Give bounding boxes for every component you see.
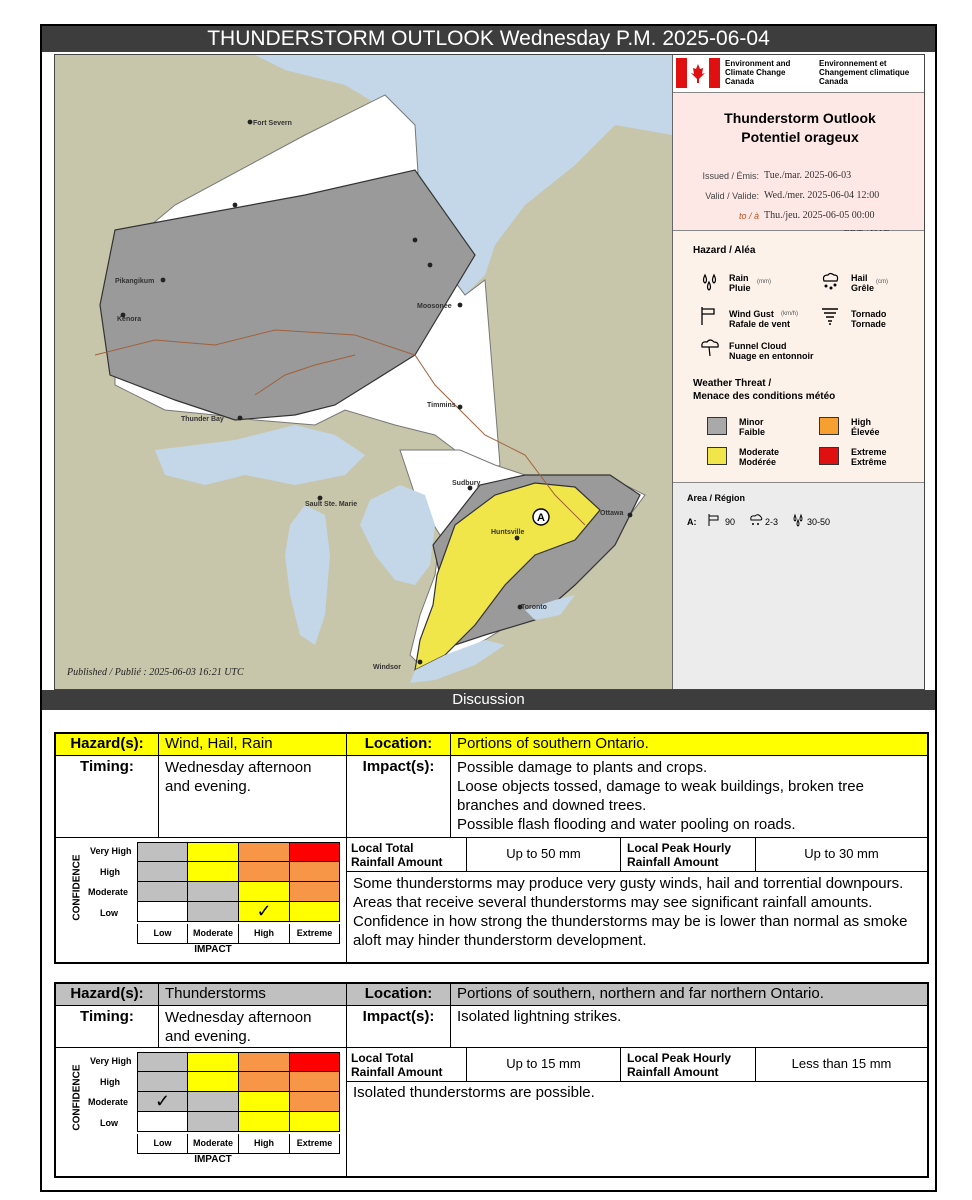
check-mark: ✓: [238, 901, 290, 922]
published-date: Published / Publié : 2025-06-03 16:21 UTC: [67, 667, 244, 678]
cell-l-high: [238, 1111, 290, 1132]
label-pikangikum: Pikangikum: [115, 278, 155, 285]
high-swatch: [819, 417, 839, 435]
cell-h-moderate: [187, 861, 239, 882]
discussion-text: Isolated thunderstorms are possible.: [353, 1084, 595, 1101]
area-rain-value: 30-50: [807, 517, 831, 527]
check-mark: ✓: [137, 1091, 188, 1112]
confidence-axis-label: CONFIDENCE: [71, 1064, 83, 1131]
hail-unit: (cm): [876, 279, 888, 285]
cell-vh-high: [238, 1052, 290, 1072]
hazard-value: Wind, Hail, Rain: [159, 734, 347, 756]
hazard-label: Hazard(s):: [56, 984, 159, 1006]
wind-gust-icon: [699, 305, 721, 327]
agency-name-fr: Environnement et Changement climatique Canada: [819, 59, 910, 86]
cell-l-moderate: [187, 1111, 239, 1132]
cell-h-extreme: [289, 1071, 340, 1092]
total-rain-label: Local Total Rainfall Amount: [347, 838, 467, 872]
cell-h-high: [238, 861, 290, 882]
cell-vh-extreme: [289, 842, 340, 862]
timing-label: Timing:: [56, 756, 159, 838]
impact-moderate: Moderate: [187, 924, 239, 944]
location-value: Portions of southern Ontario.: [451, 734, 927, 756]
valid-to-value: Thu./jeu. 2025-06-05 00:00: [764, 210, 875, 221]
cell-m-extreme: [289, 881, 340, 902]
hazard-block-2: [54, 982, 929, 1178]
impact-axis-label: IMPACT: [194, 944, 232, 955]
total-rain-value: Up to 15 mm: [467, 1048, 621, 1082]
cell-vh-low: [137, 842, 188, 862]
area-hail-icon: [749, 513, 763, 527]
label-sault-ste-marie: Sault Ste. Marie: [305, 501, 358, 508]
extreme-label: Extreme Extrême: [851, 447, 887, 467]
to-label: to / à: [738, 211, 759, 221]
discussion-title: Discussion: [42, 690, 935, 710]
cell-h-moderate: [187, 1071, 239, 1092]
impact-low: Low: [137, 1134, 188, 1154]
high-label: High Élevée: [851, 417, 880, 437]
funnel-cloud-icon: [699, 337, 721, 359]
impact-axis-label: IMPACT: [194, 1154, 232, 1165]
cell-m-extreme: [289, 1091, 340, 1112]
moderate-swatch: [707, 447, 727, 465]
area-region-box: [673, 483, 925, 690]
moderate-label: Moderate Modérée: [739, 447, 780, 467]
peak-rain-label: Local Peak Hourly Rainfall Amount: [621, 838, 756, 872]
cell-l-moderate: [187, 901, 239, 922]
conf-low: Low: [100, 1118, 118, 1128]
funnel-cloud-label: Funnel Cloud Nuage en entonnoir: [729, 341, 814, 361]
discussion-text: Some thunderstorms may produce very gusty winds, hail and torrential downpours. Areas that receive several thunderstorms may see significant rainfall amounts. Confidence in how strong the thunderstorms may be is lower than normal as smoke aloft may hinder thunderstorm development.: [353, 875, 908, 949]
timing-value: Wednesday afternoon and evening.: [159, 756, 347, 838]
impact-extreme: Extreme: [289, 1134, 340, 1154]
location-label: Location:: [347, 984, 451, 1006]
hazard-value: Thunderstorms: [159, 984, 347, 1006]
valid-label: Valid / Valide:: [705, 191, 759, 201]
hazard-legend: [673, 231, 925, 483]
peak-rain-label: Local Peak Hourly Rainfall Amount: [621, 1048, 756, 1082]
peak-rain-value: Up to 30 mm: [756, 838, 927, 872]
peak-rain-value: Less than 15 mm: [756, 1048, 927, 1082]
location-label: Location:: [347, 734, 451, 756]
impact-high: High: [238, 1134, 290, 1154]
cell-h-low: [137, 1071, 188, 1092]
timing-value: Wednesday afternoon and evening.: [159, 1006, 347, 1048]
label-toronto: Toronto: [521, 604, 547, 611]
hazard-label: Hazard(s):: [56, 734, 159, 756]
issued-value: Tue./mar. 2025-06-03: [764, 170, 852, 181]
confidence-matrix: [56, 1048, 347, 1176]
conf-high: High: [100, 1077, 120, 1087]
timing-label: Timing:: [56, 1006, 159, 1048]
label-timmins: Timmins: [427, 402, 456, 409]
minor-label: Minor Faible: [739, 417, 766, 437]
impact-label: Impact(s):: [347, 756, 451, 838]
weather-threat-title: Weather Threat / Menace des conditions météo: [693, 378, 836, 402]
rain-unit: (mm): [757, 279, 771, 285]
wind-gust-label: Wind Gust Rafale de vent: [729, 309, 791, 329]
conf-very-high: Very High: [90, 1056, 132, 1066]
area-wind-icon: [707, 513, 721, 527]
hazard-legend-title: Hazard / Aléa: [693, 245, 756, 256]
impact-value: Possible damage to plants and crops. Loose objects tossed, damage to weak buildings, broken tree branches and downed trees. Possible flash flooding and water pooling on roads.: [451, 756, 927, 838]
confidence-matrix: [56, 838, 347, 962]
total-rain-label: Local Total Rainfall Amount: [347, 1048, 467, 1082]
cell-l-extreme: [289, 1111, 340, 1132]
conf-moderate: Moderate: [88, 1097, 129, 1107]
cell-h-high: [238, 1071, 290, 1092]
conf-low: Low: [100, 908, 118, 918]
extreme-swatch: [819, 447, 839, 465]
hazard-block-1: [54, 732, 929, 964]
hail-label: Hail Grêle: [851, 273, 875, 293]
conf-very-high: Very High: [90, 846, 132, 856]
tornado-label: Tornado Tornade: [851, 309, 887, 329]
agency-name-en: Environment and Climate Change Canada: [725, 59, 791, 86]
label-thunder-bay: Thunder Bay: [181, 416, 224, 423]
impact-moderate: Moderate: [187, 1134, 239, 1154]
cell-m-moderate: [187, 881, 239, 902]
cell-m-high: [238, 1091, 290, 1112]
cell-vh-low: [137, 1052, 188, 1072]
canada-flag-icon: [676, 58, 720, 88]
area-wind-value: 90: [725, 517, 736, 527]
label-fort-severn: Fort Severn: [253, 120, 292, 127]
map-area: [54, 54, 925, 690]
wind-unit: (km/h): [781, 311, 798, 317]
area-a-label: A:: [687, 517, 697, 527]
cell-m-low: [137, 881, 188, 902]
label-huntsville: Huntsville: [491, 529, 525, 536]
cell-vh-moderate: [187, 1052, 239, 1072]
cell-l-low: [137, 1111, 188, 1132]
outlook-title-en: Thunderstorm Outlook: [724, 110, 876, 126]
legend-panel: [672, 55, 925, 690]
cell-vh-moderate: [187, 842, 239, 862]
cell-m-high: [238, 881, 290, 902]
impact-low: Low: [137, 924, 188, 944]
conf-high: High: [100, 867, 120, 877]
label-kenora: Kenora: [117, 316, 142, 323]
label-windsor: Windsor: [373, 664, 401, 671]
agency-header: [673, 55, 925, 93]
issued-label: Issued / Émis:: [702, 171, 759, 181]
label-moosonee: Moosonee: [417, 303, 452, 310]
area-marker-label: A: [537, 512, 545, 524]
cell-m-moderate: [187, 1091, 239, 1112]
outlook-title-block: [673, 93, 925, 231]
total-rain-value: Up to 50 mm: [467, 838, 621, 872]
label-ottawa: Ottawa: [600, 510, 624, 517]
hail-icon: [819, 271, 841, 293]
impact-label: Impact(s):: [347, 1006, 451, 1048]
conf-moderate: Moderate: [88, 887, 129, 897]
location-value: Portions of southern, northern and far northern Ontario.: [451, 984, 927, 1006]
impact-high: High: [238, 924, 290, 944]
rain-label: Rain Pluie: [729, 273, 751, 293]
page-title: THUNDERSTORM OUTLOOK Wednesday P.M. 2025-06-04: [42, 26, 935, 52]
area-rain-icon: [791, 513, 805, 527]
impact-value: Isolated lightning strikes.: [451, 1006, 927, 1048]
tornado-icon: [819, 305, 841, 327]
valid-from-value: Wed./mer. 2025-06-04 12:00: [764, 190, 880, 201]
cell-l-extreme: [289, 901, 340, 922]
outlook-title-fr: Potentiel orageux: [741, 129, 859, 145]
cell-vh-extreme: [289, 1052, 340, 1072]
area-hail-value: 2-3: [765, 517, 779, 527]
ontario-map[interactable]: [55, 55, 672, 690]
area-title: Area / Région: [687, 493, 746, 503]
confidence-axis-label: CONFIDENCE: [71, 854, 83, 921]
cell-l-low: [137, 901, 188, 922]
rain-icon: [699, 271, 721, 293]
minor-swatch: [707, 417, 727, 435]
cell-h-extreme: [289, 861, 340, 882]
impact-extreme: Extreme: [289, 924, 340, 944]
label-sudbury: Sudbury: [452, 480, 481, 487]
outlook-frame: [40, 24, 937, 1192]
cell-h-low: [137, 861, 188, 882]
cell-vh-high: [238, 842, 290, 862]
